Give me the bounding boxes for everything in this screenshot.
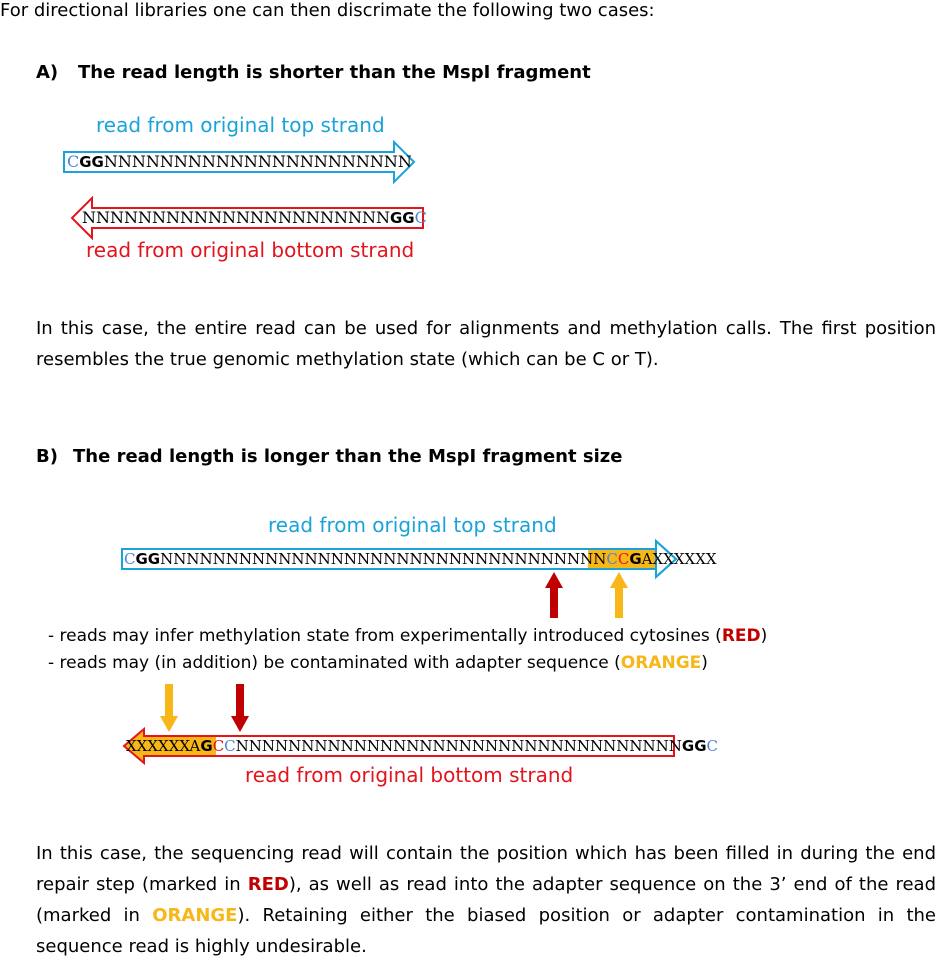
section-b-paragraph xyxy=(36,838,936,962)
bullet-1 xyxy=(48,625,767,647)
seq-c3: C xyxy=(617,550,630,568)
section-b-orange-up-arrow xyxy=(610,572,628,618)
seq-adapter: XXXXXXA xyxy=(126,737,201,755)
seq-c: C xyxy=(414,208,427,227)
seq-c: C xyxy=(706,737,719,755)
para-red: RED xyxy=(247,874,289,895)
seq-n: NNNNNNNNNNNNNNNNNNNNNN xyxy=(103,152,412,171)
bullet-2-text: - reads may (in addition) be contaminated with adapter sequence ( xyxy=(48,653,621,673)
bullet-2-close: ) xyxy=(701,653,708,673)
seq-c2: C xyxy=(606,550,618,568)
seq-c: C xyxy=(124,550,136,568)
seq-g: G xyxy=(629,550,642,568)
section-b-red-down-arrow xyxy=(231,684,249,732)
seq-c: C xyxy=(67,152,80,171)
para-text-2: ), as well as read into the adapter sequence on the 3’ end of the read (marked in xyxy=(36,874,937,926)
section-b-top-label: read from original top strand xyxy=(268,513,557,537)
bullet-1-text: - reads may infer methylation state from experimentally introduced cytosines ( xyxy=(48,626,722,646)
bullet-1-close: ) xyxy=(760,626,768,646)
seq-g: G xyxy=(200,737,213,755)
section-a-bottom-sequence xyxy=(82,208,427,228)
bullet-2-highlight: ORANGE xyxy=(620,653,702,673)
section-a-top-label: read from original top strand xyxy=(96,113,385,137)
section-a-marker: A) xyxy=(36,62,59,83)
bullet-1-highlight: RED xyxy=(721,626,761,646)
seq-n: NNNNNNNNNNNNNNNNNNNNNNNNNNNNNNNNNN xyxy=(235,737,682,755)
intro-text: For directional libraries one can then discrimate the following two cases: xyxy=(0,0,655,21)
seq-n: NNNNNNNNNNNNNNNNNNNNNN xyxy=(82,208,390,227)
para-text-1: In this case, the sequencing read will contain the position which has been filled in during the end repair step (marked in xyxy=(36,843,936,895)
bullet-2 xyxy=(48,652,708,674)
section-a-top-sequence xyxy=(67,152,412,172)
section-b-red-up-arrow xyxy=(545,572,563,618)
seq-adapter: AXXXXXX xyxy=(641,550,717,568)
para-text-3: ). Retaining either the biased position or adapter contamination in the sequence read is highly undesirable. xyxy=(36,905,937,957)
seq-c1: C xyxy=(212,737,225,755)
para-orange: ORANGE xyxy=(152,905,238,926)
section-b-heading: The read length is longer than the MspI fragment size xyxy=(73,446,623,467)
seq-gg: GG xyxy=(79,153,104,171)
seq-gg: GG xyxy=(135,550,161,568)
seq-n: NNNNNNNNNNNNNNNNNNNNNNNNNNNNNNNNNN xyxy=(160,550,607,568)
seq-gg: GG xyxy=(390,209,415,227)
section-b-top-sequence xyxy=(124,549,717,569)
seq-gg: GG xyxy=(681,737,707,755)
section-b-bottom-label: read from original bottom strand xyxy=(245,763,574,787)
section-a-heading: The read length is shorter than the MspI fragment xyxy=(78,62,591,83)
section-b-orange-down-arrow xyxy=(160,684,178,732)
section-a-paragraph: In this case, the entire read can be used for alignments and methylation calls. The first position resembles the true genomic methylation state (which can be C or T). xyxy=(36,318,936,370)
section-b-marker: B) xyxy=(36,446,58,467)
section-a-bottom-label: read from original bottom strand xyxy=(86,238,415,262)
seq-c2: C xyxy=(224,737,236,755)
section-b-bottom-sequence xyxy=(126,736,718,756)
